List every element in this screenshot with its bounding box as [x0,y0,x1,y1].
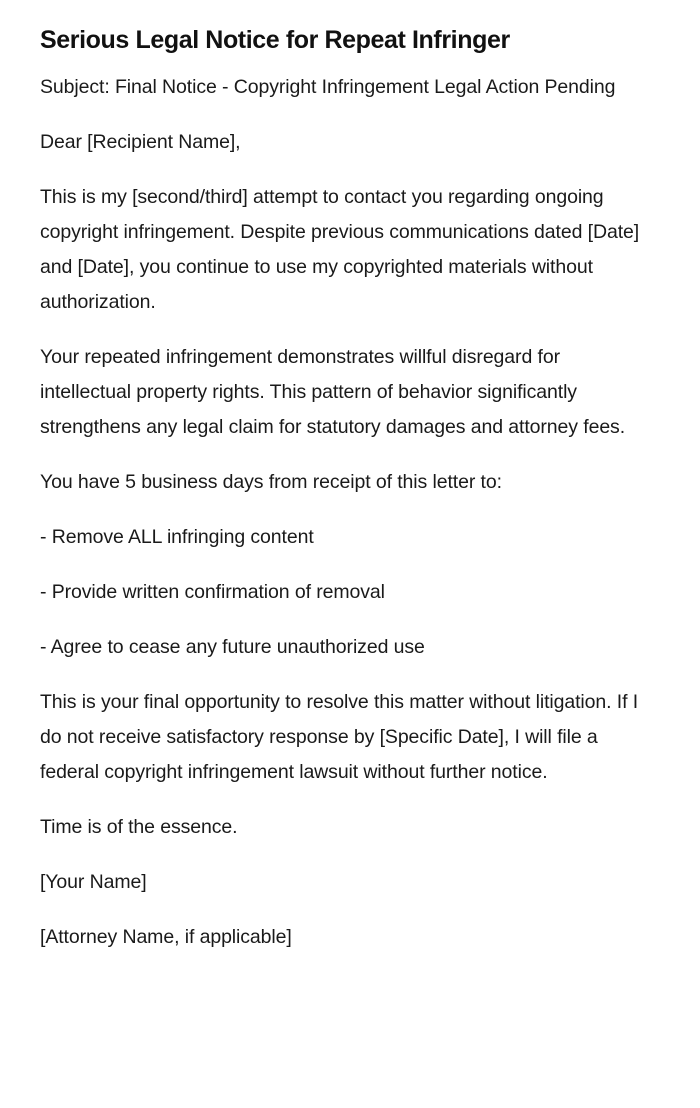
signature-name: [Your Name] [40,871,147,893]
body-paragraph-2: Your repeated infringement demonstrates willful disregard for intellectual property rights. This pattern of behavior significantly strengthens any legal claim for statutory damages and attorney fees. [40,346,626,438]
closing-line: Time is of the essence. [40,816,238,838]
closing-paragraph: This is your final opportunity to resolve this matter without litigation. If I do not receive satisfactory response by [Specific Date], I will file a federal copyright infringement lawsuit without further notice. [40,691,639,783]
demand-item-2: - Provide written confirmation of removal [40,581,385,603]
demand-item-1: - Remove ALL infringing content [40,526,314,548]
demand-item-3: - Agree to cease any future unauthorized use [40,636,425,658]
document-title: Serious Legal Notice for Repeat Infringer [40,26,510,54]
subject-line: Subject: Final Notice - Copyright Infringement Legal Action Pending [40,76,616,98]
body-paragraph-1: This is my [second/third] attempt to contact you regarding ongoing copyright infringement. Despite previous communications dated [Date] and [Date], you continue to use my copyrighted materials without authorization. [40,186,640,313]
legal-notice-document [40,22,650,975]
body-paragraph-3: You have 5 business days from receipt of this letter to: [40,471,502,493]
salutation: Dear [Recipient Name], [40,131,241,153]
signature-attorney: [Attorney Name, if applicable] [40,926,292,948]
